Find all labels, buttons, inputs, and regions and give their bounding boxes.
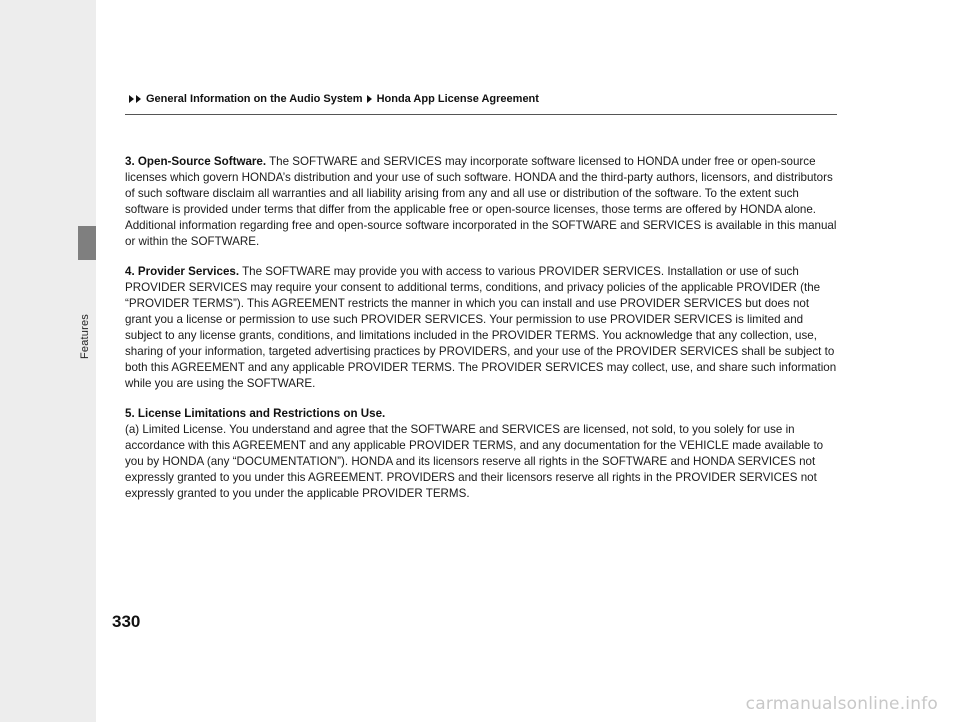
section-provider-services bbox=[125, 264, 837, 392]
section-license-limitations bbox=[125, 406, 837, 502]
section-text: The SOFTWARE and SERVICES may incorporate software licensed to HONDA under free or open-source licenses which govern HONDA’s distribution and your use of such software. HONDA and the third-party authors, licensors, and distributors of such software disclaim all warranties and all liability arising from any and all use or distribution of the software. To the extent such software is provided under terms that differ from the applicable free or open-source licenses, those terms are offered by HONDA alone. Additional information regarding free and open-source software incorporated in the SOFTWARE and SERVICES is available in this manual or within the SOFTWARE. bbox=[125, 155, 837, 248]
breadcrumb-arrow-icon bbox=[367, 95, 374, 103]
section-tab-marker bbox=[78, 226, 96, 260]
section-text: (a) Limited License. You understand and agree that the SOFTWARE and SERVICES are licensed, not sold, to you solely for use in accordance with this AGREEMENT and any applicable PROVIDER TERMS, and any documentation for the VEHICLE made available to you by HONDA (any “DOCUMENTATION”). HONDA and its licensors reserve all rights in the SOFTWARE and HONDA SERVICES not expressly granted to you under this AGREEMENT. PROVIDERS and their licensors reserve all rights in the PROVIDER SERVICES not expressly granted to you under the applicable PROVIDER TERMS. bbox=[125, 423, 824, 500]
breadcrumb bbox=[125, 93, 539, 105]
watermark: carmanualsonline.info bbox=[745, 694, 938, 714]
document-body bbox=[125, 154, 837, 502]
section-label: Features bbox=[79, 314, 91, 360]
breadcrumb-arrow-icon bbox=[129, 95, 143, 103]
breadcrumb-item-audio-system[interactable]: General Information on the Audio System bbox=[146, 93, 363, 105]
breadcrumb-item-license-agreement[interactable]: Honda App License Agreement bbox=[376, 93, 539, 105]
sidebar-strip bbox=[0, 0, 96, 722]
header-divider bbox=[125, 114, 837, 115]
page-number: 330 bbox=[112, 612, 141, 631]
section-text: The SOFTWARE may provide you with access to various PROVIDER SERVICES. Installation or use of such PROVIDER SERVICES may require your consent to additional terms, conditions, and privacy policies of the applicable PROVIDER (the “PROVIDER TERMS”). This AGREEMENT restricts the manner in which you can install and use PROVIDER SERVICES but does not grant you a license or permission to use such PROVIDER SERVICES. Your permission to use PROVIDER SERVICES is limited and subject to any license grants, conditions, and limitations included in the PROVIDER TERMS. You acknowledge that any collection, use, sharing of your information, targeted advertising practices by PROVIDERS, and your use of the PROVIDER SERVICES shall be subject to both this AGREEMENT and any applicable PROVIDER TERMS. The PROVIDER SERVICES may collect, use, and share such information while you are using the SOFTWARE. bbox=[125, 265, 837, 390]
section-heading: 5. License Limitations and Restrictions on Use. bbox=[125, 407, 386, 420]
section-open-source bbox=[125, 154, 837, 250]
section-heading: 3. Open-Source Software. bbox=[125, 155, 267, 168]
section-heading: 4. Provider Services. bbox=[125, 265, 240, 278]
